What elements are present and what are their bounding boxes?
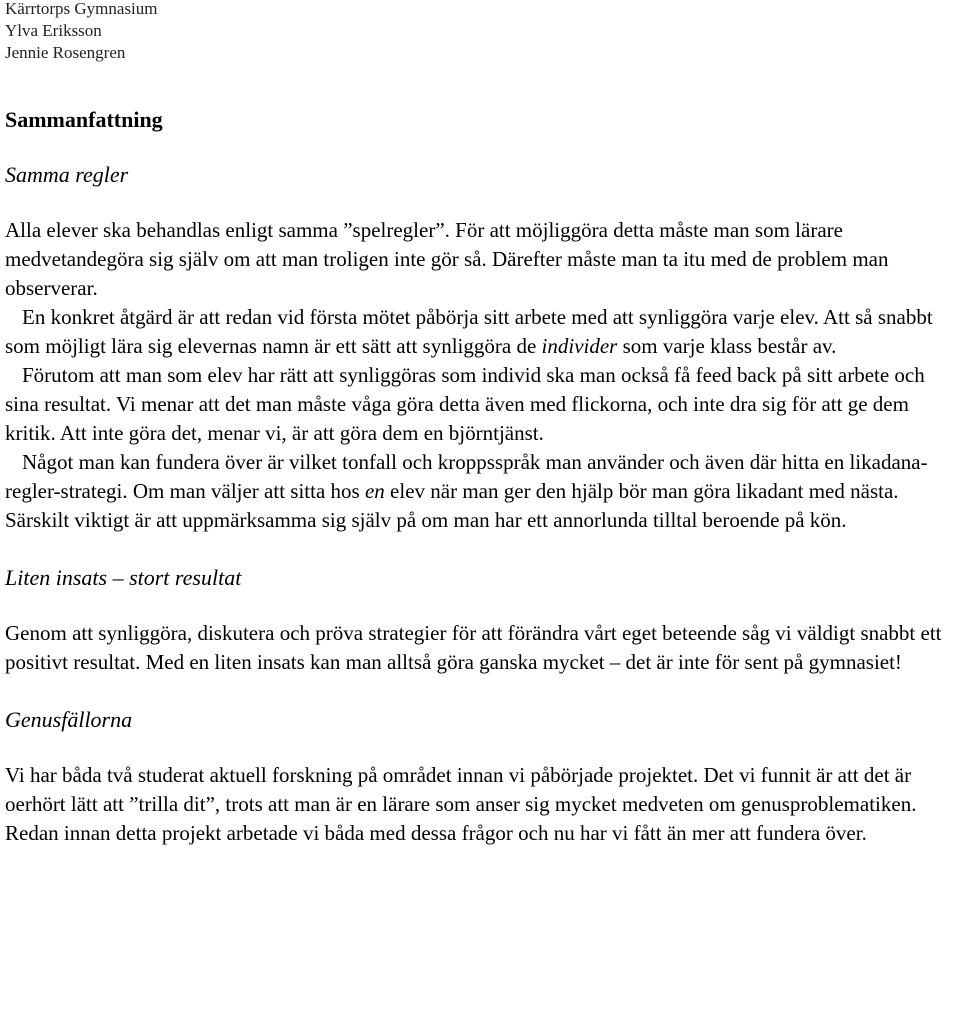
section-heading-genusfallorna: Genusfällorna — [5, 707, 133, 732]
paragraph — [5, 448, 957, 535]
paragraph-text: Något man kan fundera över är vilket tonfall och kroppsspråk man använder och även där hitta en likadana-regler-strategi. Om man väljer att sitta hos — [5, 450, 928, 503]
section-heading-liten-insats: Liten insats – stort resultat — [5, 565, 242, 590]
paragraph-text: En konkret åtgärd är att redan vid första mötet påbörja sitt arbete med att synliggöra varje elev. Att så snabbt som möjligt lära sig elevernas namn är ett sätt att synliggöra de — [5, 305, 933, 358]
paragraph: Alla elever ska behandlas enligt samma ”spelregler”. För att möjliggöra detta måste man som lärare medvetandegöra sig själv om att man troligen inte gör så. Därefter måste man ta itu med de problem man observerar. — [5, 218, 889, 300]
paragraph: Förutom att man som elev har rätt att synliggöras som individ ska man också få feed back på sitt arbete och sina resultat. Vi menar att det man måste våga göra detta även med flickorna, och inte dra sig för att ge dem kritik. Att inte göra det, menar vi, är att göra dem en björntjänst. — [5, 363, 925, 445]
paragraph: Vi har båda två studerat aktuell forskning på området innan vi påbörjade projektet. Det vi funnit är att det är oerhört lätt att ”trilla dit”, trots att man är en lärare som anser sig mycket medveten om genusproblematiken. Redan innan detta projekt arbetade vi båda med dessa frågor och nu har vi fått än mer att fundera över. — [5, 763, 917, 845]
paragraph-text: som varje klass består av. — [617, 334, 837, 358]
header-author-2: Jennie Rosengren — [5, 43, 126, 62]
emphasis-text: individer — [541, 334, 618, 358]
paragraph: Genom att synliggöra, diskutera och pröva strategier för att förändra vårt eget beteende såg vi väldigt snabbt ett positivt resultat. Med en liten insats kan man alltså göra ganska mycket – det är inte för sent på gymnasiet! — [5, 621, 942, 674]
page-title: Sammanfattning — [5, 107, 163, 132]
section-heading-samma-regler: Samma regler — [5, 162, 129, 187]
header-school: Kärrtorps Gymnasium — [5, 0, 158, 18]
header-author-1: Ylva Eriksson — [5, 21, 102, 40]
paragraph — [5, 303, 957, 361]
emphasis-text: en — [364, 479, 385, 503]
paragraph-text: elev när man ger den hjälp bör man göra likadant med nästa. Särskilt viktigt är att uppmärksamma sig själv på om man har ett annorlunda tilltal beroende på kön. — [5, 479, 899, 532]
document-page — [5, 0, 957, 848]
